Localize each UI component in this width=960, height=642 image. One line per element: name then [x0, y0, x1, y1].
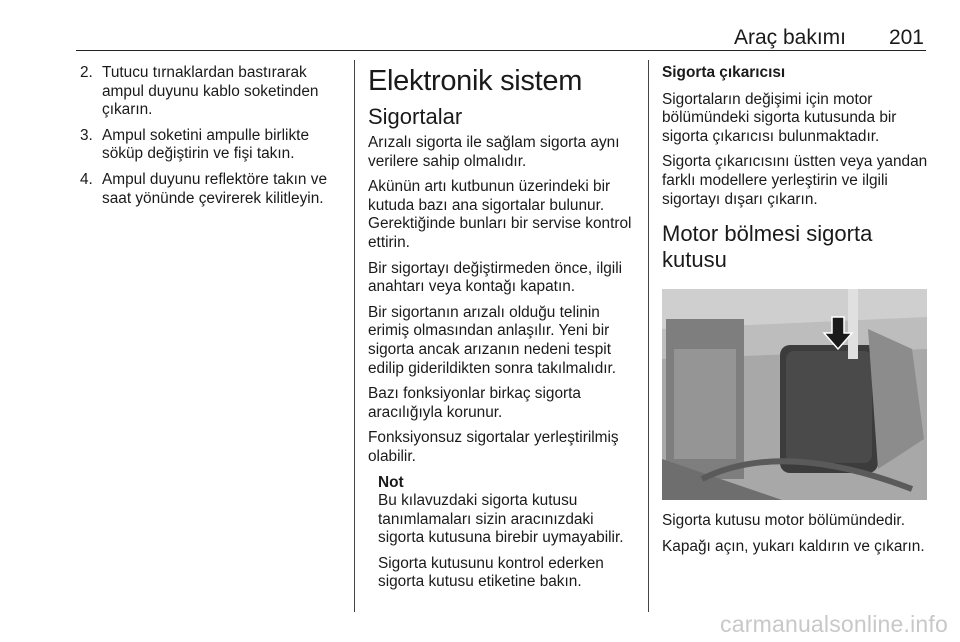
step-item — [80, 127, 342, 164]
paragraph: Bir sigortanın arızalı olduğu telinin erimiş olmasından anlaşılır. Yeni bir sigorta ancak arızanın nedeni tespit edilip giderildikten sonra takılmalıdır. — [368, 303, 617, 377]
paragraph: Sigorta çıkarıcısını üstten veya yandan farklı modellere yerleştirin ve ilgili sigortayı dışarı çıkarın. — [662, 153, 928, 208]
note-paragraph: Sigorta kutusunu kontrol ederken sigorta kutusu etiketine bakın. — [378, 554, 604, 591]
page-header — [76, 26, 926, 48]
engine-fuse-box-photo — [662, 289, 927, 500]
step-text: Tutucu tırnaklardan bastırarak ampul duyunu kablo soketinden çıkarın. — [102, 64, 319, 119]
column-right — [662, 64, 930, 563]
column-divider-1 — [354, 60, 355, 612]
column-left — [80, 64, 342, 215]
step-text: Ampul duyunu reflektöre takın ve saat yönünde çevirerek kilitleyin. — [102, 170, 327, 207]
step-item — [80, 171, 342, 208]
note-paragraph: Bu kılavuzdaki sigorta kutusu tanımlamaları sizin aracınızdaki sigorta kutusuna birebir uymayabilir. — [378, 492, 624, 547]
chapter-title: Araç bakımı — [733, 26, 846, 49]
fuse-puller-heading: Sigorta çıkarıcısı — [662, 64, 786, 81]
step-item — [80, 64, 342, 120]
note-box — [368, 474, 636, 593]
paragraph: Bazı fonksiyonlar birkaç sigorta aracılığıyla korunur. — [368, 385, 581, 421]
section-title: Elektronik sistem — [368, 65, 583, 97]
step-number: 2. — [80, 64, 93, 81]
paragraph: Arızalı sigorta ile sağlam sigorta aynı verilere sahip olmalıdır. — [368, 134, 620, 170]
step-text: Ampul soketini ampulle birlikte söküp değiştirin ve fişi takın. — [102, 126, 310, 163]
column-middle — [368, 64, 636, 599]
note-title: Not — [378, 473, 404, 491]
paragraph: Bir sigortayı değiştirmeden önce, ilgili anahtarı veya kontağı kapatın. — [368, 259, 623, 296]
column-divider-2 — [648, 60, 649, 612]
paragraph: Akünün artı kutbunun üzerindeki bir kutuda bazı ana sigortalar bulunur. Gerektiğinde bunları bir servise kontrol ettirin. — [368, 178, 632, 251]
header-divider — [76, 50, 926, 51]
step-number: 3. — [80, 126, 93, 144]
paragraph: Fonksiyonsuz sigortalar yerleştirilmiş olabilir. — [368, 429, 619, 465]
paragraph: Sigorta kutusu motor bölümündedir. — [662, 512, 905, 530]
engine-fuse-box-heading: Motor bölmesi sigorta kutusu — [662, 221, 873, 273]
paragraph: Sigortaların değişimi için motor bölümündeki sigorta kutusunda bir sigorta çıkarıcısı bulunmaktadır. — [662, 90, 897, 145]
watermark: carmanualsonline.info — [720, 611, 948, 637]
subsection-title: Sigortalar — [368, 104, 463, 129]
paragraph: Kapağı açın, yukarı kaldırın ve çıkarın. — [662, 537, 925, 555]
step-number: 4. — [80, 170, 93, 188]
page-number: 201 — [888, 26, 924, 49]
steps-list — [80, 64, 342, 208]
